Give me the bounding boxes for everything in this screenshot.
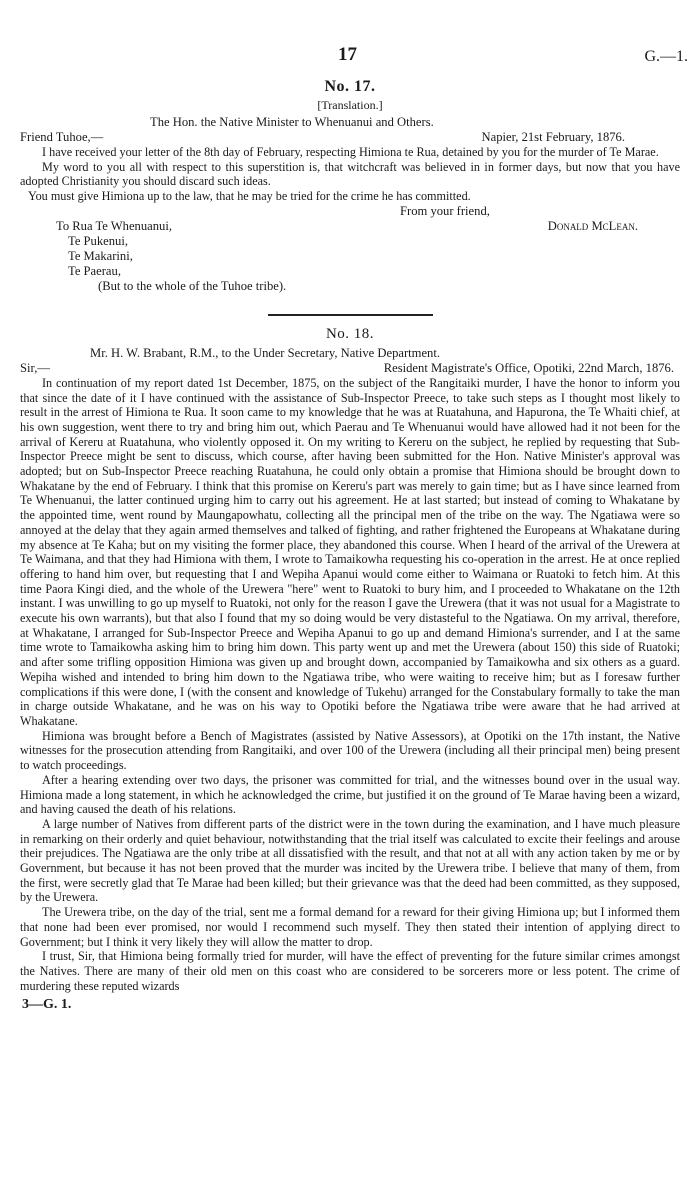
letter-18-salutation-row [20,361,680,376]
letter-17-paragraph: You must give Himiona up to the law, that he may be tried for the crime he has committed. [28,189,471,204]
document-page [20,0,688,1013]
letter-18-place-date: Resident Magistrate's Office, Opotiki, 22nd March, 1876. [383,360,674,375]
page-header [20,0,688,70]
letter-17-signature: Donald McLean. [547,218,638,233]
letter-17-heading: The Hon. the Native Minister to Whenuanui and Others. [150,115,434,129]
letter-18-paragraph: The Urewera tribe, on the day of the trial, sent me a formal demand for a reward for their giving Himiona up; but I informed them that none had been ever promised, nor would I recommend such myself. They then stated their intention of applying direct to Government; but I think it very likely they will allow the matter to drop. [20,905,680,949]
letter-17-closing: From your friend, [400,203,490,218]
letter-17-addressee-row [20,219,680,234]
letter-18-paragraph: After a hearing extending over two days, the prisoner was committed for trial, and the witnesses bound over in the usual way. Himiona made a long statement, in which he acknowledged the crime, but justified it on the ground of Te Marae having been a wizard, and having caused the death of his relations. [20,772,680,817]
letter-18-heading: Mr. H. W. Brabant, R.M., to the Under Secretary, Native Department. [90,345,440,360]
letter-18-paragraph: A large number of Natives from different parts of the district were in the town during the examination, and I have much pleasure in remarking on their orderly and quiet behaviour, notwithstanding that the trial itself was calculated to excite their feelings and arouse their prejudices. The Ngatiawa are the only tribe at all dissatisfied with the result, and that not at all with any action taken by me or by Government, but because it has not been proved that the murder was incited by the Urewera tribe. I believe that many of them, from the first, were secretly glad that Te Marae had been killed; but their grievance was that the deed had been committed, as they supposed, by the Urewera. [20,816,680,905]
letter-17-paragraph: I have received your letter of the 8th day of February, respecting Himiona te Rua, detained by you for the murder of Te Marae. [42,145,659,159]
letter-17-place-date: Napier, 21st February, 1876. [481,130,625,144]
page-number: 17 [338,44,357,65]
letter-18-salutation: Sir,— [20,360,50,375]
footer-signature-mark: 3—G. 1. [22,997,72,1013]
letter-18-paragraph: I trust, Sir, that Himiona being formally tried for murder, will have the effect of preventing for the future similar crimes amongst the Natives. There are many of their old men on this coast who are considered to be sorcerers more or less potent. The crime of murdering these reputed wizards [20,949,680,993]
letter-18-number: No. 18. [325,325,375,342]
letter-18-paragraph: Himiona was brought before a Bench of Magistrates (assisted by Native Assessors), at Opotiki on the 17th instant, the Native witnesses for the prosecution attending from Rangitaiki, and over 100 of the Urewera (including all their principal men) being present to watch proceedings. [20,728,680,773]
letter-17-salutation: Friend Tuhoe,— [20,130,104,144]
letter-17-addressee: Te Pukenui, [68,233,128,248]
document-reference: G.—1. [644,48,688,65]
translation-note: [Translation.] [317,98,383,112]
section-divider [268,314,433,316]
letter-17-addressee: To Rua Te Whenuanui, [56,218,172,233]
letter-17-addressee: Te Makarini, [68,248,133,263]
letter-17-salutation-row [20,130,680,145]
letter-18-paragraph: In continuation of my report dated 1st December, 1875, on the subject of the Rangitaiki murder, I have the honor to inform you that since the date of it I have continued with the assistance of Sub-Inspector Preece, to take such steps as I thought most likely to result in the arrest of Himiona te Rua. It soon came to my knowledge that he was at Ruatahuna, and Hapurona, the Te Whaiti chief, at his own suggestion, went there to try and bring him out, which Paerau and Te Whenuanui would have allowed had it not been for the arrival of Kereru at Ruatahuna, who violently opposed it. On my writing to Kereru on the subject, he replied by requesting that Sub-Inspector Preece might be sent to discuss, which course, after having been submitted for the Hon. Native Minister's approval was adopted; but on Sub-Inspector Preece reaching Ruatahuna, he could only obtain a promise that Himiona should be brought down to Whakatane by the end of February. I think that this promise on Kereru's part was merely to gain time; but as I have since learned from Te Whenuanui, the latter continued urging him to carry out his agreement. He at last started; but instead of coming to Whakatane by the appointed time, went round by Maungapowhatu, collecting all the principal men of the tribe on the way. The Ngatiawa were so annoyed at the delay that they again armed themselves and talked of fighting, and rather frightened the Europeans at Whakatane during my absence at Te Kaha; but on my visiting the former place, they abandoned this course. When I heard of the arrival of the Urewera at Te Waimana, and that they had Himiona with them, I wrote to Tamaikowha requesting his co-operation in the arrest. He at once replied offering to hand him over, but requesting that I and Wepiha Apanui would come either to Waimana or Ruatoki to fetch him. At this time Paora Kingi died, and the whole of the Urewera "here" went to Ruatoki to bury him, and I proceeded to Whakatane on the 12th instant. I was unwilling to go up myself to Ruatoki, not only for the reason I gave the Urewera (that it was not usual for a Magistrate to execute his own warrants), but that also I found that my so doing would be very distasteful to the Ngatiawa. On my arrival, therefore, at Whakatane, I arranged for Sub-Inspector Preece and Wepiha Apanui to go up and demand Himiona's surrender, and I at the same time wrote to Tamaikowha asking him to bring him down. This party went up and met the Urewera (about 150) this side of Ruatoki; and after some trifling opposition Himiona was given up and brought down, accompanied by Tamaikowha and six others as a guard. Wepiha wished and intended to bring him down to the Ngatiawa tribe, who were waiting to receive him; but as I foresaw further complications if this were done, I (with the consent and knowledge of Tukehu) arranged for the Constabulary formally to take the man in charge outside Whakatane, and he was on his way to Opotiki before the Ngatiawa tribe were aware that he had arrived at Whakatane. [20,375,680,728]
letter-17-paragraph: My word to you all with respect to this superstition is, that witchcraft was believed in in former days, but now that you have adopted Christianity you should discard such ideas. [20,159,680,189]
letter-17-addressee-note: (But to the whole of the Tuhoe tribe). [98,278,287,293]
letter-17-number: No. 17. [324,78,376,95]
letter-17-addressee: Te Paerau, [68,263,121,278]
